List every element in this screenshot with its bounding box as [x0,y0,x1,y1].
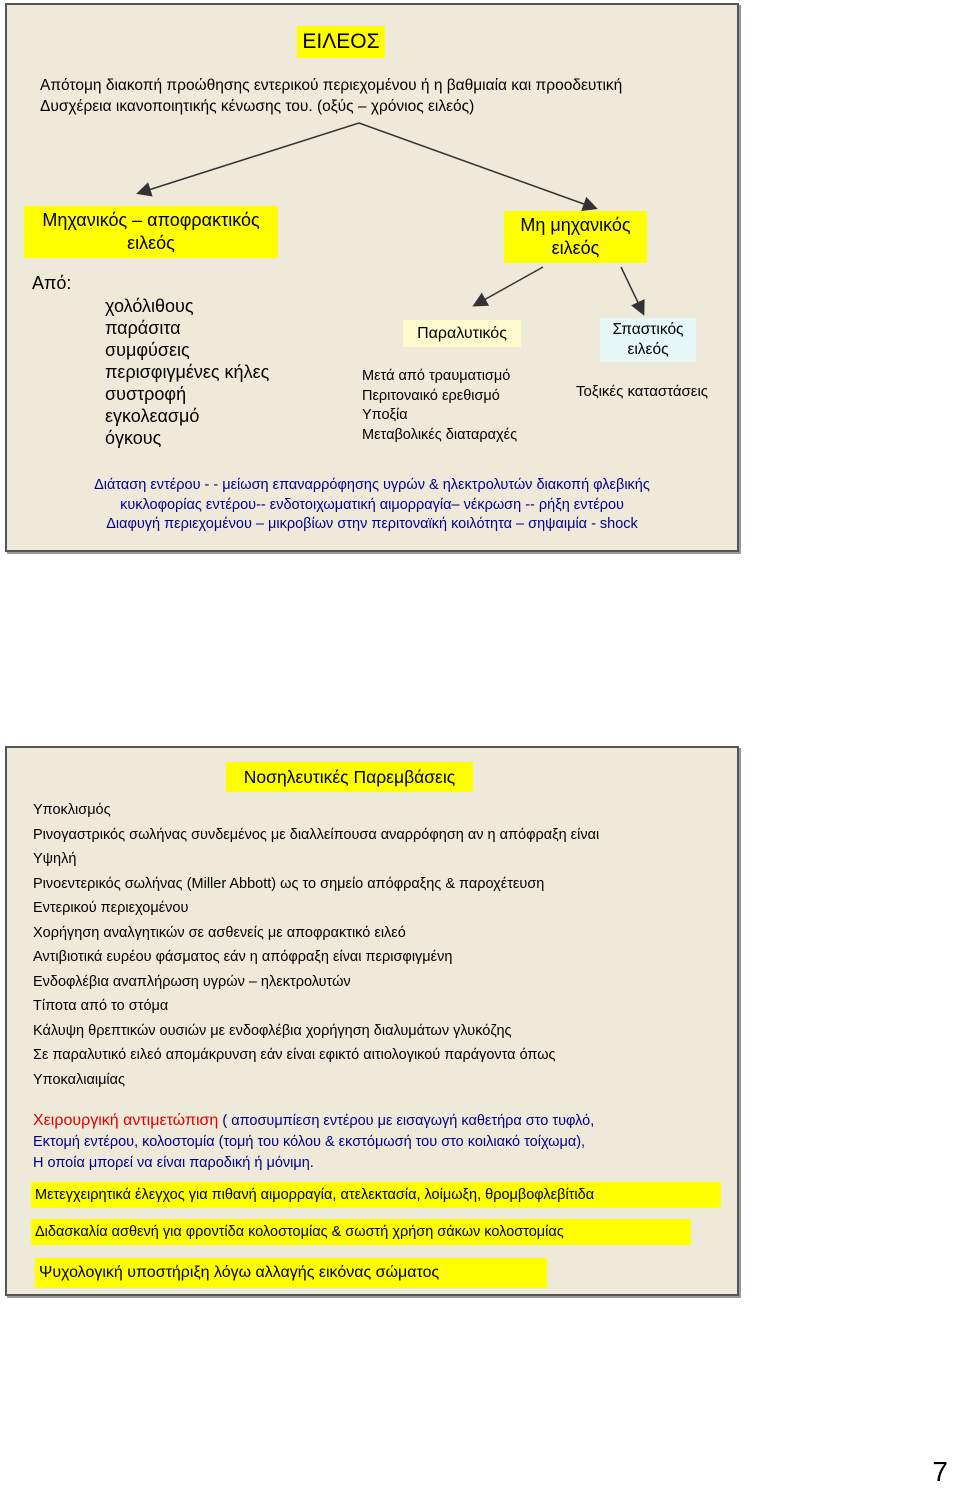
spastic-cause: Τοξικές καταστάσεις [576,383,709,400]
list-item: Περιτοναικό ερεθισμό [362,387,500,404]
non-mechanical-title: ειλεός [551,238,600,258]
list-item: παράσιτα [105,318,181,338]
definition [40,75,622,117]
postop-box [31,1182,721,1208]
list-item: Μεταβολικές διαταραχές [362,426,518,443]
arrow-to-paralytic [475,267,543,305]
list-item: όγκους [105,428,162,448]
consequences-line: Διαφυγή περιεχομένου – μικροβίων στην περιτοναϊκή κοιλότητα – σηψαιμία - shock [106,516,638,532]
list-item: Εντερικού περιεχομένου [33,900,189,916]
list-item: Υποκαλιαιμίας [33,1071,126,1088]
non-mechanical-ileus-box [504,211,647,263]
list-item: Υψηλή [33,851,77,867]
arrow-to-non-mechanical [359,123,595,208]
page-title-text: ΕΙΛΕΟΣ [302,30,380,53]
mechanical-causes-list [105,295,269,449]
consequences-line: κυκλοφορίας εντέρου-- ενδοτοιχωματική αιμορραγία– νέκρωση -- ρήξη εντέρου [120,496,624,513]
page-title [297,26,385,58]
page-number: 7 [932,1456,948,1487]
from-label: Από: [32,273,72,293]
interventions-list [33,798,599,1092]
arrow-to-mechanical [139,123,359,193]
list-item: χολόλιθους [105,296,194,316]
list-item: Υποξία [362,407,408,423]
list-item: συμφύσεις [105,340,190,360]
paralytic-causes-list [362,367,517,445]
psych-text: Ψυχολογική υποστήριξη λόγω αλλαγής εικόνας σώματος [39,1264,440,1281]
surgery-line: Εκτομή εντέρου, κολοστομία (τομή του κόλου & εκστόμωσή του στο κοιλιακό τοίχωμα), [33,1134,586,1150]
mechanical-title: ειλεός [127,233,175,253]
list-item: εγκολεασμό [105,406,200,426]
paralytic-box [403,320,521,347]
spastic-label: ειλεός [627,341,669,358]
list-item: Χορήγηση αναλγητικών σε ασθενείς με αποφρακτικό ειλεό [33,924,406,941]
postop-text: Μετεγχειρητικά έλεγχος για πιθανή αιμορραγία, ατελεκτασία, λοίμωξη, θρομβοφλεβίτιδα [35,1187,595,1203]
definition-line: Δυσχέρεια ικανοποιητικής κένωσης του. (οξύς – χρόνιος ειλεός) [40,98,475,115]
list-item: Ρινοεντερικός σωλήνας (Miller Abbott) ως το σημείο απόφραξης & παροχέτευση [33,875,545,892]
slide-title [226,762,473,792]
consequences-line: Διάταση εντέρου - - μείωση επαναρρόφησης υγρών & ηλεκτρολυτών διακοπή φλεβικής [94,477,650,493]
list-item: Κάλυψη θρεπτικών ουσιών με ενδοφλέβια χορήγηση διαλυμάτων γλυκόζης [33,1022,512,1039]
teaching-box [31,1219,691,1245]
list-item: Μετά από τραυματισμό [362,368,511,384]
arrow-to-spastic [621,267,643,313]
slide-nursing-interventions [5,746,739,1296]
list-item: Αντιβιοτικά ευρέου φάσματος εάν η απόφραξη είναι περισφιγμένη [33,949,453,965]
list-item: Υποκλισμός [33,802,111,818]
consequences-text [7,476,737,535]
surgery-block [33,1110,594,1174]
list-item: Ενδοφλέβια αναπλήρωση υγρών – ηλεκτρολυτών [33,973,351,990]
slide-title-text: Νοσηλευτικές Παρεμβάσεις [243,766,456,787]
surgery-line-rest: ( αποσυμπίεση εντέρου με εισαγωγή καθετήρα στο τυφλό, [218,1113,595,1129]
mechanical-ileus-box [24,206,278,258]
spastic-box [600,318,696,362]
teaching-text: Διδασκαλία ασθενή για φροντίδα κολοστομίας & σωστή χρήση σάκων κολοστομίας [35,1224,564,1240]
spastic-label: Σπαστικός [612,321,684,338]
paralytic-label: Παραλυτικός [417,324,507,342]
list-item: περισφιγμένες κήλες [105,362,270,382]
list-item: συστροφή [105,384,187,404]
psych-box [35,1258,547,1288]
non-mechanical-title: Μη μηχανικός [520,215,631,235]
surgery-line: Η οποία μπορεί να είναι παροδική ή μόνιμη. [33,1155,314,1171]
list-item: Σε παραλυτικό ειλεό απομάκρυνση εάν είναι εφικτό αιτιολογικού παράγοντα όπως [33,1047,556,1063]
list-item: Ρινογαστρικός σωλήνας συνδεμένος με διαλλείπουσα αναρρόφηση αν η απόφραξη είναι [33,826,600,843]
list-item: Τίποτα από το στόμα [33,998,169,1014]
surgery-label: Χειρουργική αντιμετώπιση [33,1112,219,1129]
slide-ileus-overview [5,3,739,552]
definition-line: Απότομη διακοπή προώθησης εντερικού περιεχομένου ή η βαθμιαία και προοδευτική [40,77,623,94]
surgery-line [33,1110,594,1132]
mechanical-title: Μηχανικός – αποφρακτικός [42,210,260,230]
